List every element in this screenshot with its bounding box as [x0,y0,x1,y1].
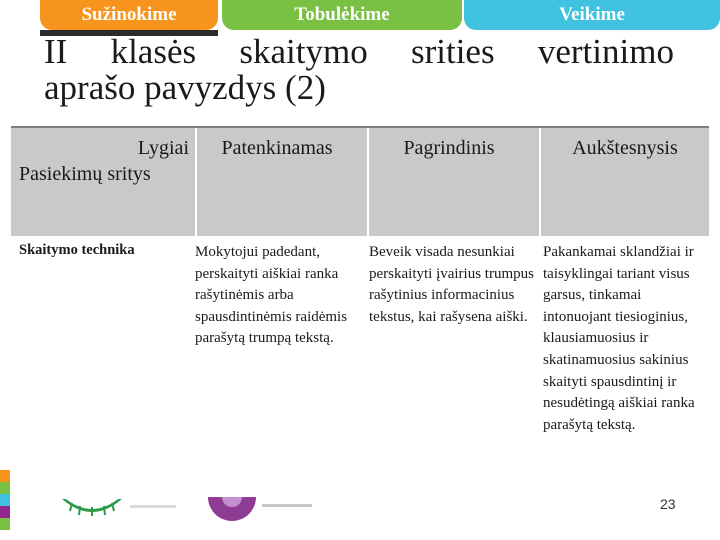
decor-stripe [0,518,10,530]
logo-text-icon [262,500,312,512]
header-level-satisfactory: Patenkinamas [221,137,333,159]
title-word: srities [410,32,495,71]
assessment-table [11,126,709,501]
title-word: skaitymo [239,32,368,71]
page-number: 23 [660,496,676,512]
cell-satisfactory: Mokytojui padedant, perskaityti aiškiai ranka rašytinėmis arba spausdintinėmis raidėmis parašytą trumpą tekstą. [195,244,348,347]
row-divider [11,236,709,238]
header-level-basic: Pagrindinis [403,137,495,159]
round-logo-icon [206,497,258,521]
header-areas-label: Pasiekimų sritys [19,163,151,185]
title-word: vertinimo [537,32,674,71]
header-level-advanced: Aukštesnysis [572,137,678,159]
cell-basic: Beveik visada nesunkiai perskaityti įvairius trumpus rašytinius informacinius tekstus, kai rašysena aiški. [369,244,534,325]
title-word: II [44,32,68,71]
row-area-label: Skaitymo technika [19,242,135,258]
decor-stripe [0,506,10,518]
decor-stripe [0,482,10,494]
header-levels-label: Lygiai [137,137,189,159]
cell-advanced: Pakankamai sklandžiai ir taisyklingai tariant visus garsus, tinkamai intonuojant tiesioginius, klausiamuosius ir skatinamuosius sakinius skaityti spausdintinį ir nesudėtingą aiškiai ranka parašytą tekstą. [543,244,695,433]
page-title [44,34,674,106]
sun-logo-icon [58,497,126,517]
tab-veikime[interactable]: Veikime [464,0,720,30]
title-line-1 [44,34,674,70]
title-word: klasės [110,32,197,71]
title-line-2: aprašo pavyzdys (2) [44,68,326,107]
decor-stripe [0,470,10,482]
tab-suzinokime[interactable]: Sužinokime [40,0,218,30]
decor-stripe [0,494,10,506]
logo-text-icon [130,504,176,510]
tab-tobulekime[interactable]: Tobulėkime [222,0,462,30]
